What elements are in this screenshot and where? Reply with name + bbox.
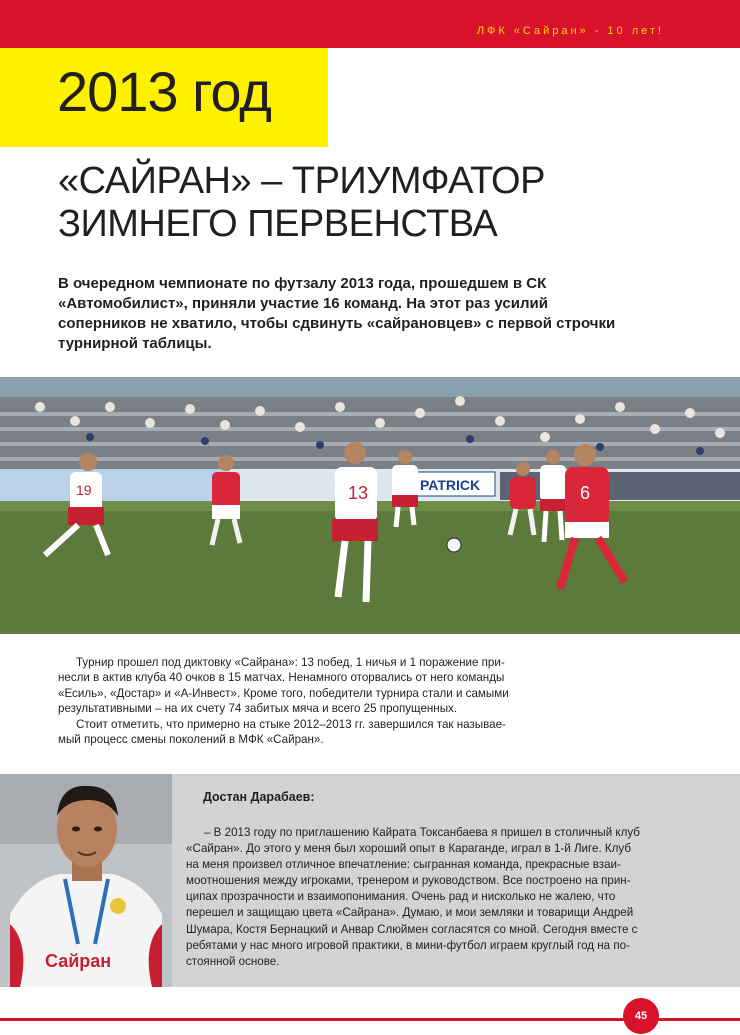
body-line: несли в актив клуба 40 очков в 15 матчах. Ненамного оторвались от него команды [58, 671, 505, 685]
lead-paragraph [58, 274, 678, 354]
quote-line: на меня произвел отличное впечатление: сыгранная команда, прекрасные взаи- [186, 858, 621, 872]
svg-text:13: 13 [348, 483, 369, 503]
lead-line: «Автомобилист», приняли участие 16 команд. На этот раз усилий [58, 295, 548, 312]
match-photo [0, 377, 740, 634]
svg-text:19: 19 [76, 482, 92, 498]
body-line: результативными – на их счету 74 забитых мяча и всего 25 пропущенных. [58, 702, 458, 716]
banner-text: PATRICK [420, 477, 481, 493]
body-line: «Есиль», «Достар» и «А-Инвест». Кроме того, победители турнира стали и самыми [58, 686, 509, 700]
body-line: Стоит отметить, что примерно на стыке 2012–2013 гг. завершился так называе- [76, 717, 506, 731]
headline-line: ЗИМНЕГО ПЕРВЕНСТВА [58, 203, 498, 245]
running-title: ЛФК «Сайран» - 10 лет! [476, 25, 664, 37]
quote-line: «Сайран». До этого у меня был хороший опыт в Караганде, играл в 1-й Лиге. Клуб [186, 842, 631, 856]
quote-body [186, 825, 716, 970]
body-line: Турнир прошел под диктовку «Сайрана»: 13 побед, 1 ничья и 1 поражение при- [76, 656, 505, 669]
lead-line: В очередном чемпионате по футзалу 2013 года, прошедшем в СК [58, 275, 547, 292]
player-portrait [0, 774, 172, 987]
quote-line: – В 2013 году по приглашению Кайрата Токсанбаева я пришел в столичный клуб [204, 826, 640, 839]
page-number: 45 [623, 998, 659, 1034]
header-band [0, 0, 740, 48]
body-line: мый процесс смены поколений в МФК «Сайран». [58, 733, 324, 747]
year-label: 2013 год [57, 60, 271, 123]
lead-line: соперников не хватило, чтобы сдвинуть «сайрановцев» с первой строчки [58, 315, 616, 332]
football [447, 538, 461, 552]
quote-line: моотношения между игроками, тренером и руководством. Все построено на прин- [186, 874, 631, 888]
quote-speaker: Достан Дарабаев: [203, 790, 315, 804]
quote-line: перешел и защищаю цвета «Сайрана». Думаю, и мои земляки и товарищи Андрей [186, 906, 634, 920]
article-body [58, 655, 678, 747]
quote-line: ципах прозрачности и взаимопонимания. Очень рад и нисколько не жалею, что [186, 890, 616, 904]
svg-text:6: 6 [580, 483, 591, 503]
quote-line: ребятами у нас много игровой практики, в мини-футбол играем круглый год на по- [186, 938, 630, 952]
quote-line: Шумара, Костя Бернацкий и Анвар Слюймен согласятся со мной. Сегодня вместе с [186, 922, 638, 936]
shirt-text: Сайран [45, 951, 112, 971]
headline-line: «САЙРАН» – ТРИУМФАТОР [58, 160, 545, 202]
article-headline [58, 160, 718, 246]
quote-line: стоянной основе. [186, 954, 280, 968]
lead-line: турнирной таблицы. [58, 335, 212, 352]
